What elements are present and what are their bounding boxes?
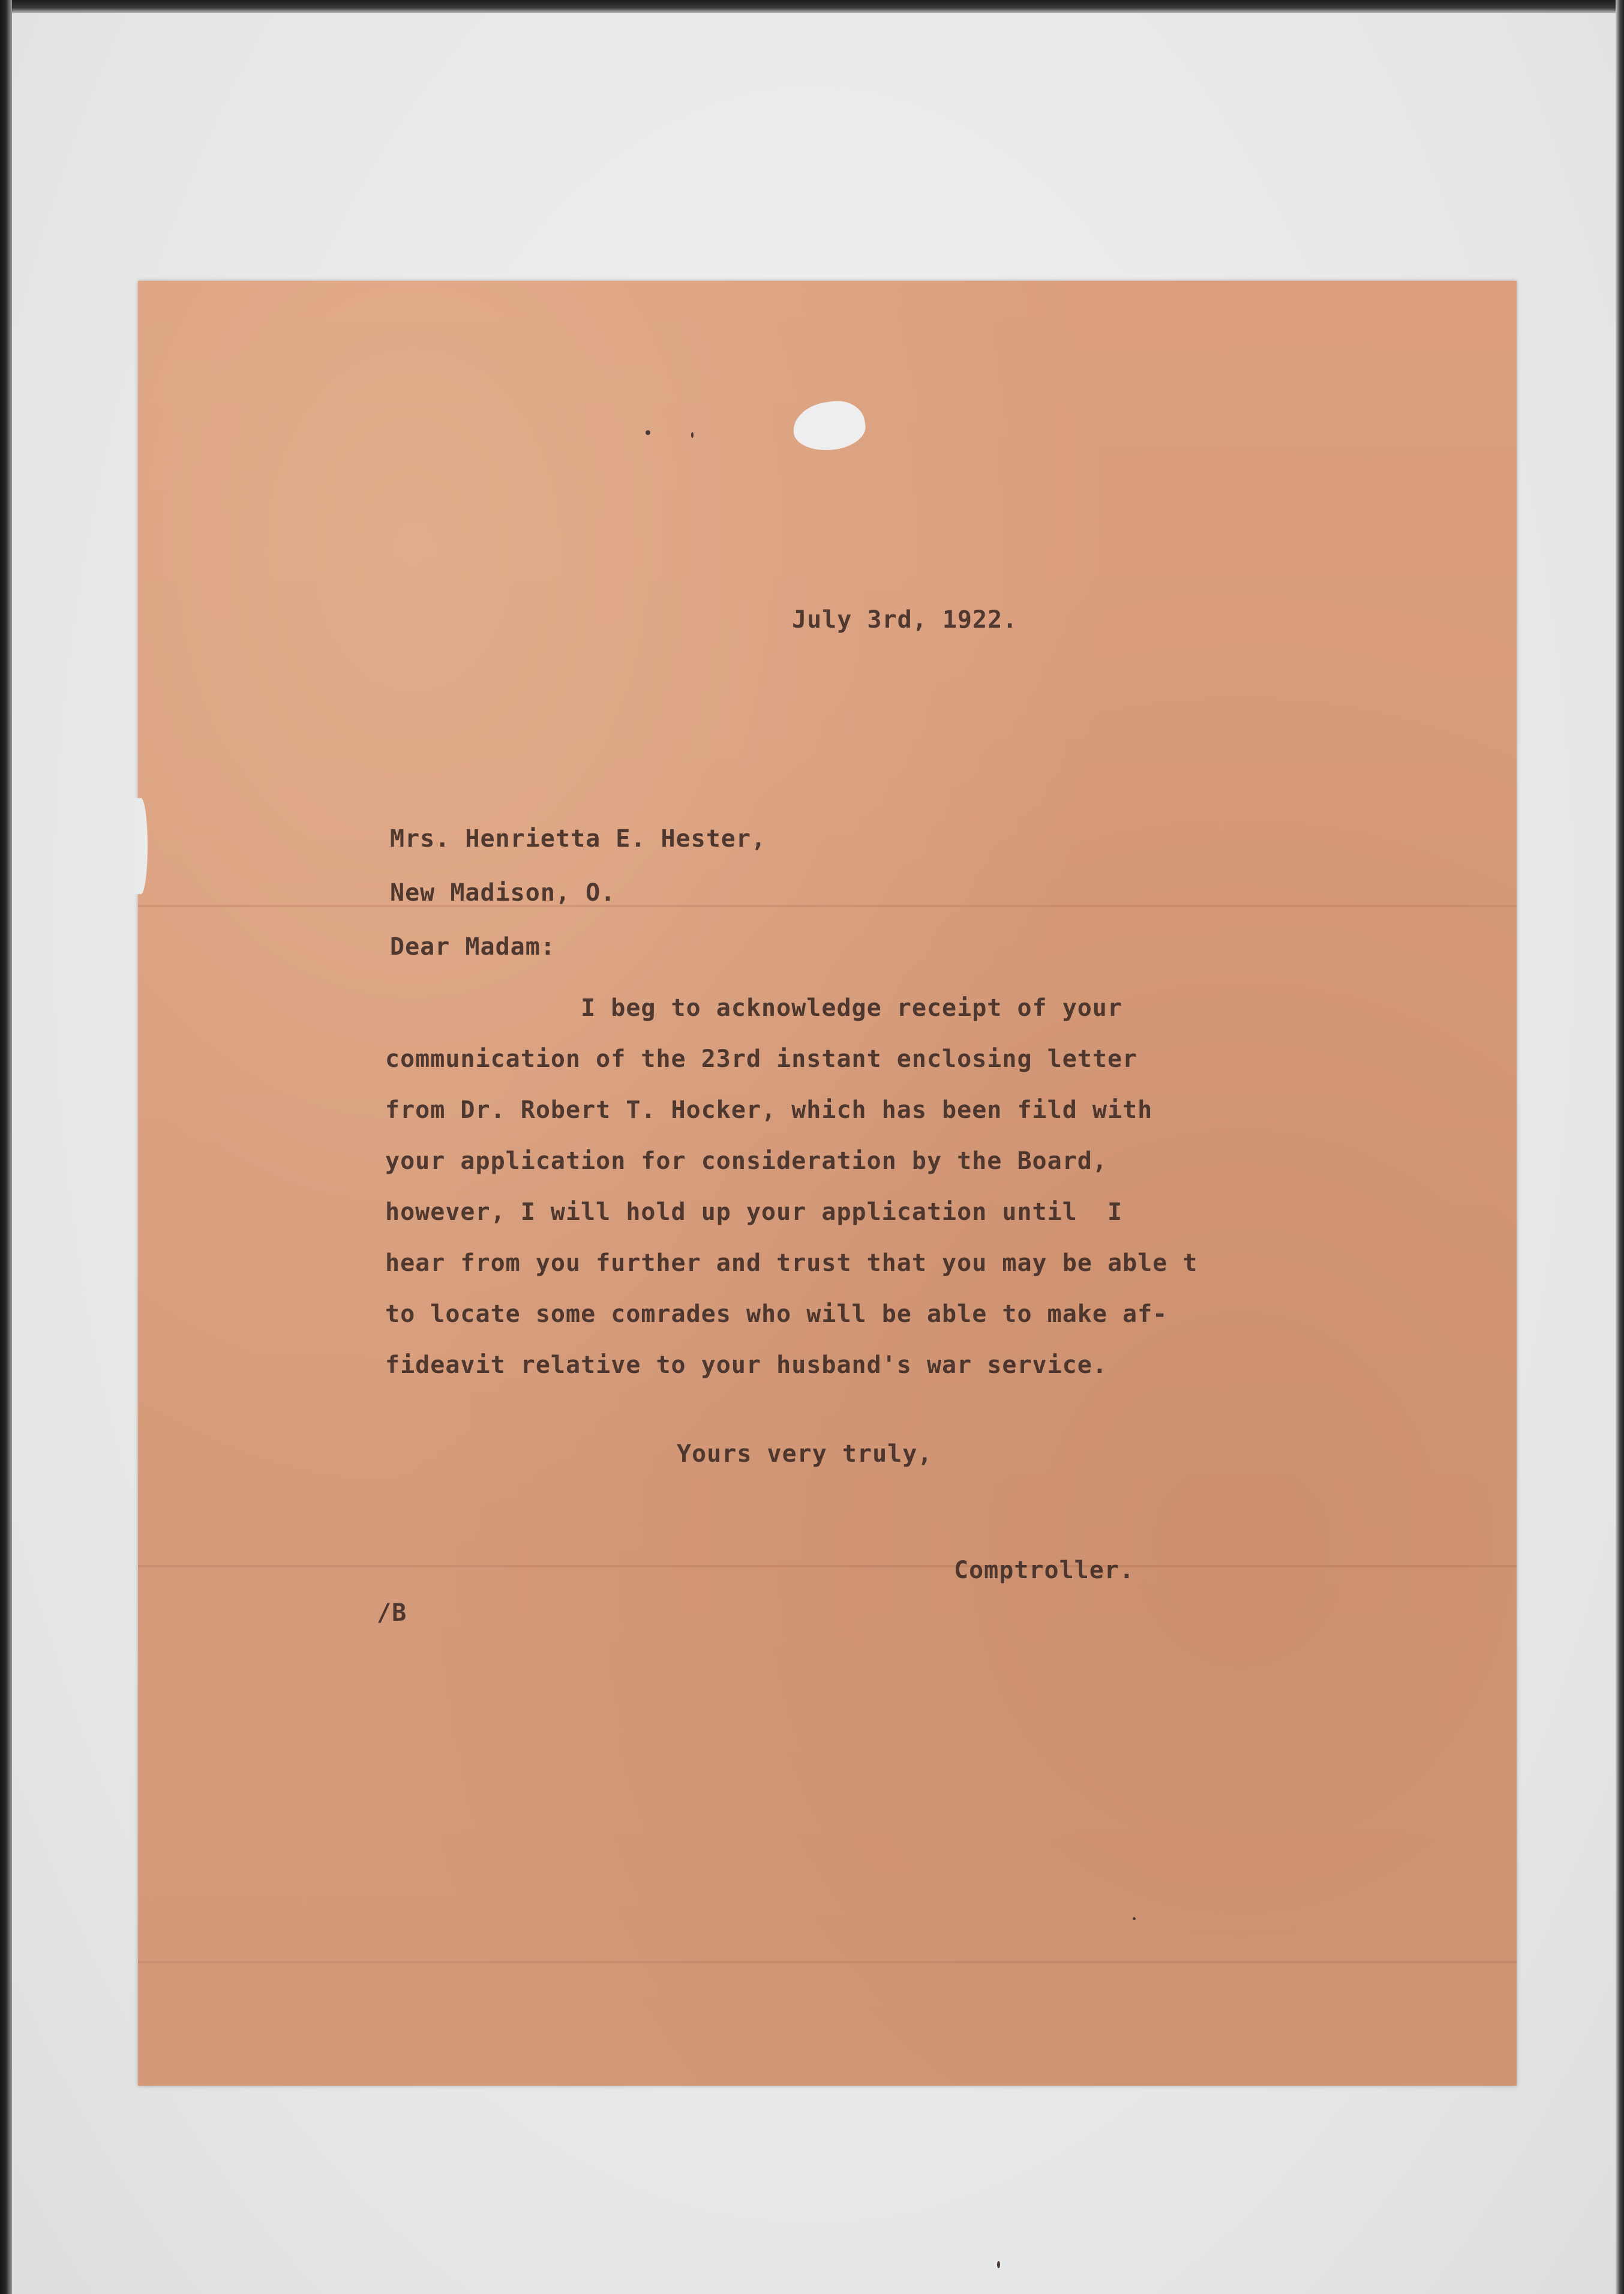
typist-initials: /B xyxy=(377,1599,407,1627)
recipient-address: New Madison, O. xyxy=(390,879,616,907)
body-line: I beg to acknowledge receipt of your xyxy=(385,994,1123,1022)
letter-date: July 3rd, 1922. xyxy=(792,606,1018,634)
body-line: from Dr. Robert T. Hocker, which has been fild with xyxy=(385,1096,1153,1124)
body-line: hear from you further and trust that you may be able t xyxy=(385,1249,1198,1277)
body-line: your application for consideration by the Board, xyxy=(385,1147,1107,1175)
scanner-frame-top xyxy=(0,0,1624,13)
paper-edge-damage xyxy=(134,798,148,894)
signature-title: Comptroller. xyxy=(954,1557,1134,1584)
ink-speck xyxy=(1133,1917,1136,1920)
letter-body xyxy=(385,983,1197,1391)
ink-speck xyxy=(691,432,694,438)
body-line: communication of the 23rd instant enclosing letter xyxy=(385,1045,1138,1073)
salutation: Dear Madam: xyxy=(390,933,556,961)
scanner-frame-left xyxy=(0,0,12,2294)
complimentary-closing: Yours very truly, xyxy=(677,1440,933,1468)
fold-crease xyxy=(138,905,1517,907)
ink-speck xyxy=(997,2261,1000,2268)
recipient-name: Mrs. Henrietta E. Hester, xyxy=(390,825,767,853)
fold-crease xyxy=(138,1961,1517,1963)
body-line: fideavit relative to your husband's war service. xyxy=(385,1351,1107,1379)
body-line: however, I will hold up your application until I xyxy=(385,1198,1123,1226)
scanner-frame-right xyxy=(1616,0,1624,2294)
body-line: to locate some comrades who will be able to make af- xyxy=(385,1300,1168,1328)
ink-speck xyxy=(646,430,650,435)
fold-crease xyxy=(138,1565,1517,1567)
